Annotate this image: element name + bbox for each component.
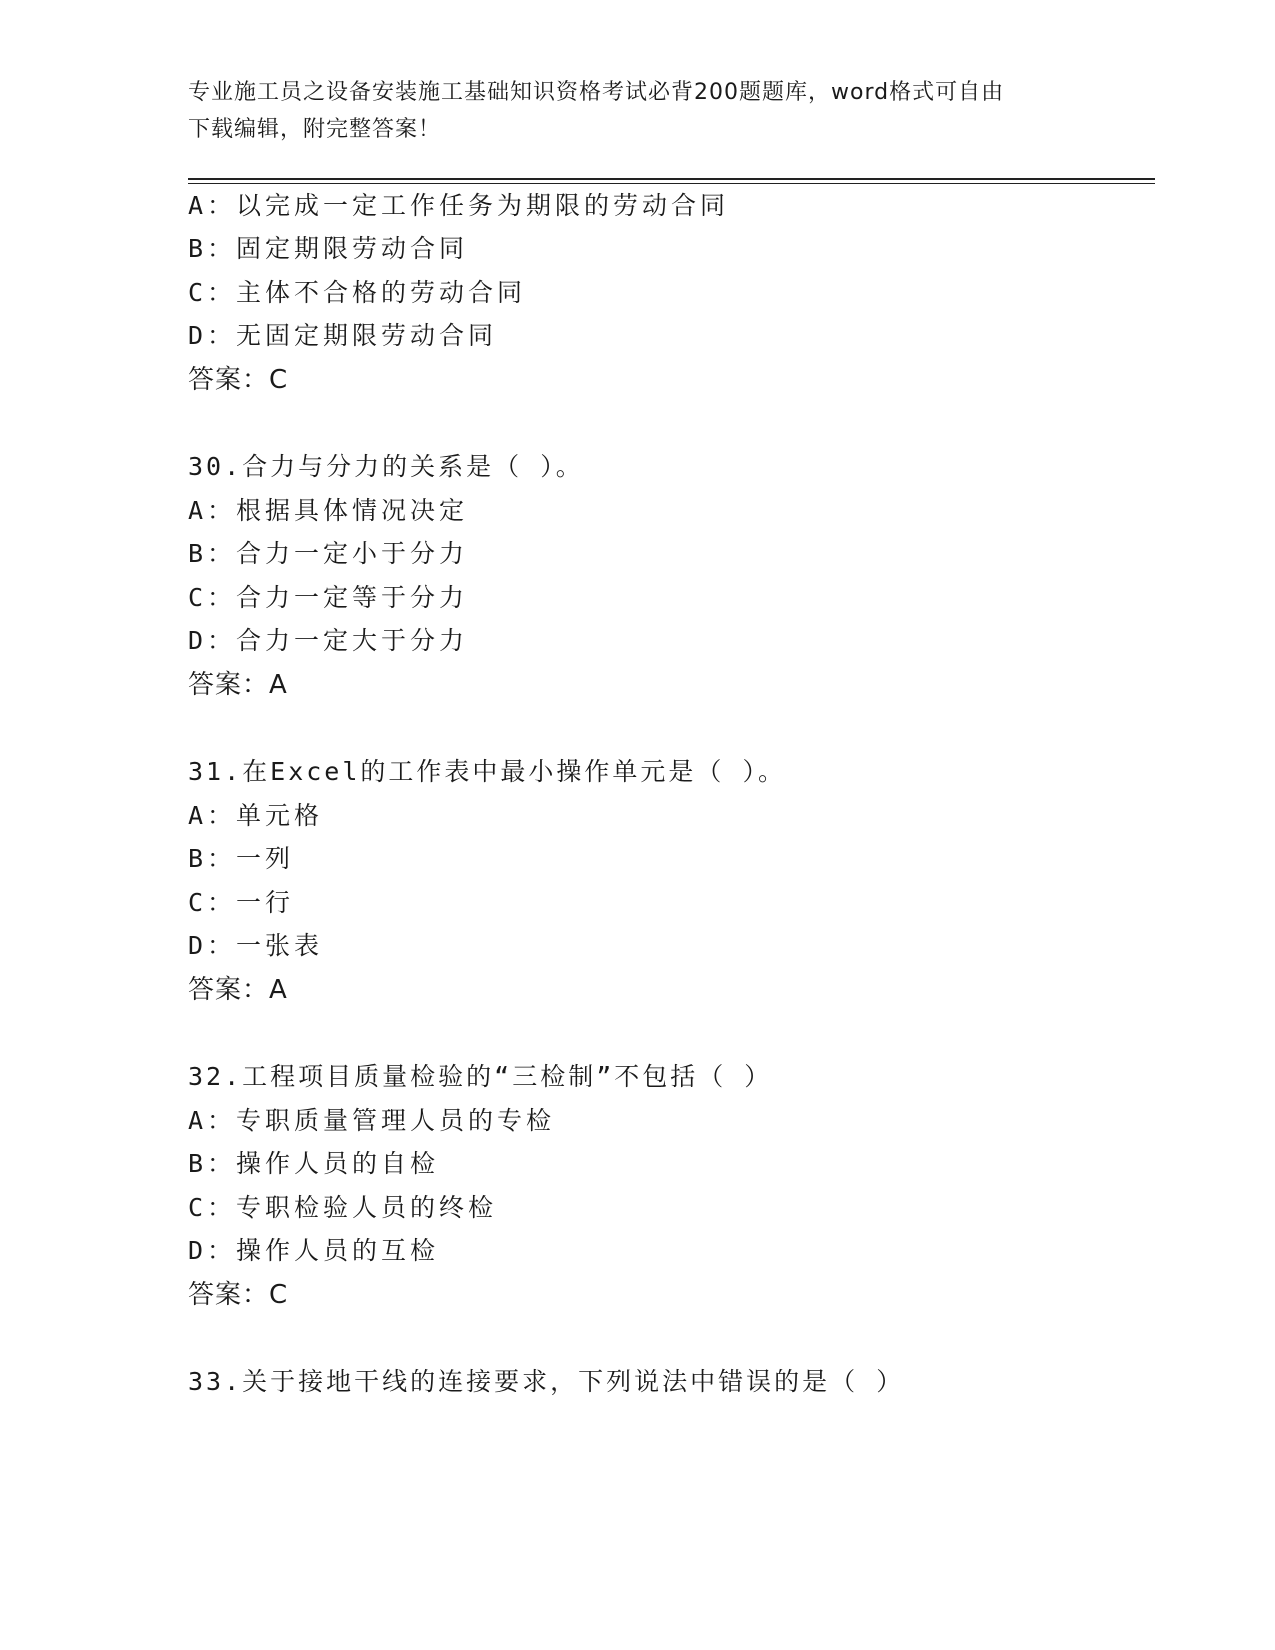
q31-option-a: A：单元格: [188, 801, 324, 830]
q29-option-a: A：以完成一定工作任务为期限的劳动合同: [188, 191, 730, 220]
q30-stem: 30.合力与分力的关系是（ ）。: [188, 452, 584, 481]
q31-option-d: D：一张表: [188, 931, 324, 960]
q30-answer: 答案：A: [188, 670, 288, 700]
q30-option-b: B：合力一定小于分力: [188, 539, 469, 568]
q30-option-a: A：根据具体情况决定: [188, 496, 469, 525]
header-divider-thick: [188, 178, 1155, 180]
q29-option-b: B：固定期限劳动合同: [188, 234, 469, 263]
q32-option-b: B：操作人员的自检: [188, 1149, 440, 1178]
q31-option-c: C：一行: [188, 888, 295, 917]
q33-stem: 33.关于接地干线的连接要求，下列说法中错误的是（ ）: [188, 1367, 905, 1396]
q29-option-d: D：无固定期限劳动合同: [188, 321, 498, 350]
q31-option-b: B：一列: [188, 844, 295, 873]
q32-answer: 答案：C: [188, 1280, 289, 1310]
q29-answer: 答案：C: [188, 365, 289, 395]
q32-option-a: A：专职质量管理人员的专检: [188, 1106, 556, 1135]
q31-answer: 答案：A: [188, 975, 288, 1005]
q29-option-c: C：主体不合格的劳动合同: [188, 278, 527, 307]
q31-stem: 31.在Excel的工作表中最小操作单元是（ ）。: [188, 757, 786, 786]
header-line-2: 下载编辑，附完整答案！: [188, 117, 442, 142]
q32-option-c: C：专职检验人员的终检: [188, 1193, 498, 1222]
document-header: [188, 74, 1068, 148]
header-divider-thin: [188, 183, 1155, 184]
q32-option-d: D：操作人员的互检: [188, 1236, 440, 1265]
header-line-1: 专业施工员之设备安装施工基础知识资格考试必背200题题库，word格式可自由: [188, 80, 1005, 105]
q32-stem: 32.工程项目质量检验的“三检制”不包括（ ）: [188, 1062, 773, 1091]
q30-option-c: C：合力一定等于分力: [188, 583, 469, 612]
q30-option-d: D：合力一定大于分力: [188, 626, 469, 655]
